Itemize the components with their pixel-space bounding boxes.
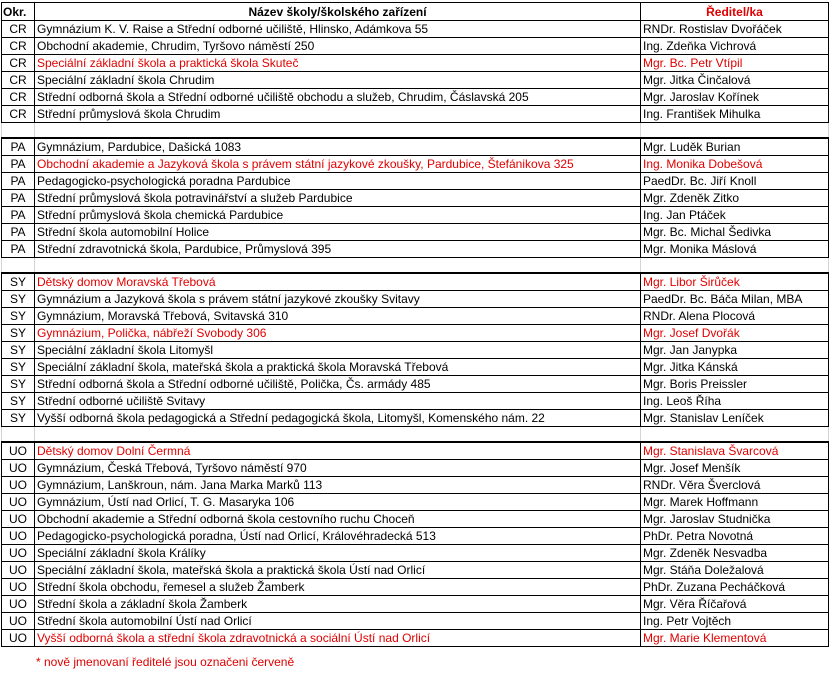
- table-row: [2, 460, 829, 477]
- director-cell: Mgr. Jitka Kánská: [641, 359, 829, 376]
- group-separator-row: [2, 258, 829, 274]
- director-cell: Ing. Leoš Říha: [641, 393, 829, 410]
- school-name-cell: Gymnázium, Lanškroun, nám. Jana Marka Marků 113: [35, 477, 641, 494]
- table-row: [2, 562, 829, 579]
- director-cell: Mgr. Boris Preissler: [641, 376, 829, 393]
- table-row: [2, 106, 829, 123]
- empty-cell: [2, 258, 35, 274]
- header-school-name: Název školy/školského zařízení: [35, 3, 641, 21]
- district-cell: SY: [2, 359, 35, 376]
- director-cell: Mgr. Bc. Petr Vtípil: [641, 55, 829, 72]
- school-name-cell: Střední zdravotnická škola, Pardubice, Průmyslová 395: [35, 241, 641, 258]
- district-cell: PA: [2, 224, 35, 241]
- district-cell: PA: [2, 241, 35, 258]
- district-cell: PA: [2, 156, 35, 173]
- school-name-cell: Dětský domov Dolní Čermná: [35, 442, 641, 460]
- director-cell: Mgr. Jan Janypka: [641, 342, 829, 359]
- school-name-cell: Speciální základní škola Litomyšl: [35, 342, 641, 359]
- table-row: [2, 173, 829, 190]
- header-row: [2, 3, 829, 21]
- director-cell: Mgr. Věra Říčařová: [641, 596, 829, 613]
- table-row: [2, 342, 829, 359]
- table-row: [2, 207, 829, 224]
- table-row: [2, 359, 829, 376]
- district-cell: UO: [2, 579, 35, 596]
- school-name-cell: Střední škola a základní škola Žamberk: [35, 596, 641, 613]
- director-cell: RNDr. Věra Šverclová: [641, 477, 829, 494]
- district-cell: UO: [2, 545, 35, 562]
- school-name-cell: Gymnázium K. V. Raise a Střední odborné učiliště, Hlinsko, Adámkova 55: [35, 21, 641, 38]
- school-name-cell: Pedagogicko-psychologická poradna Pardubice: [35, 173, 641, 190]
- table-row: [2, 630, 829, 647]
- director-cell: PaedDr. Bc. Báča Milan, MBA: [641, 291, 829, 308]
- table-row: [2, 477, 829, 494]
- empty-cell: [641, 258, 829, 274]
- table-row: [2, 545, 829, 562]
- table-row: [2, 38, 829, 55]
- district-cell: CR: [2, 89, 35, 106]
- school-name-cell: Gymnázium a Jazyková škola s právem státní jazykové zkoušky Svitavy: [35, 291, 641, 308]
- district-cell: PA: [2, 207, 35, 224]
- school-name-cell: Gymnázium, Polička, nábřeží Svobody 306: [35, 325, 641, 342]
- district-cell: UO: [2, 596, 35, 613]
- district-cell: UO: [2, 613, 35, 630]
- empty-cell: [2, 427, 35, 443]
- director-cell: Mgr. Stanislava Švarcová: [641, 442, 829, 460]
- district-cell: UO: [2, 477, 35, 494]
- school-name-cell: Střední průmyslová škola potravinářství a služeb Pardubice: [35, 190, 641, 207]
- table-row: [2, 579, 829, 596]
- header-okr: Okr.: [2, 3, 35, 21]
- director-cell: Mgr. Luděk Burian: [641, 138, 829, 156]
- district-cell: CR: [2, 38, 35, 55]
- group-separator-row: [2, 427, 829, 443]
- school-name-cell: Vyšší odborná škola a střední škola zdravotnická a sociální Ústí nad Orlicí: [35, 630, 641, 647]
- director-cell: Ing. František Mihulka: [641, 106, 829, 123]
- director-cell: Mgr. Zdeněk Zitko: [641, 190, 829, 207]
- school-name-cell: Pedagogicko-psychologická poradna, Ústí nad Orlicí, Královéhradecká 513: [35, 528, 641, 545]
- director-cell: Mgr. Jitka Činčalová: [641, 72, 829, 89]
- school-name-cell: Střední odborné učiliště Svitavy: [35, 393, 641, 410]
- district-cell: SY: [2, 410, 35, 427]
- director-cell: Mgr. Stanislav Leníček: [641, 410, 829, 427]
- table-row: [2, 72, 829, 89]
- school-name-cell: Střední odborná škola a Střední odborné učiliště obchodu a služeb, Chrudim, Čáslavská 205: [35, 89, 641, 106]
- table-row: [2, 410, 829, 427]
- table-row: [2, 613, 829, 630]
- school-name-cell: Střední škola automobilní Holice: [35, 224, 641, 241]
- table-row: [2, 528, 829, 545]
- district-cell: UO: [2, 460, 35, 477]
- school-name-cell: Střední škola obchodu, řemesel a služeb Žamberk: [35, 579, 641, 596]
- director-cell: Ing. Zdeňka Vichrová: [641, 38, 829, 55]
- empty-cell: [35, 427, 641, 443]
- table-row: [2, 224, 829, 241]
- district-cell: UO: [2, 528, 35, 545]
- school-name-cell: Speciální základní škola, mateřská škola a praktická škola Moravská Třebová: [35, 359, 641, 376]
- school-name-cell: Gymnázium, Česká Třebová, Tyršovo náměstí 970: [35, 460, 641, 477]
- district-cell: PA: [2, 173, 35, 190]
- table-row: [2, 55, 829, 72]
- district-cell: CR: [2, 72, 35, 89]
- district-cell: SY: [2, 273, 35, 291]
- school-name-cell: Střední škola automobilní Ústí nad Orlicí: [35, 613, 641, 630]
- school-name-cell: Speciální základní škola a praktická škola Skuteč: [35, 55, 641, 72]
- group-separator-row: [2, 123, 829, 139]
- school-name-cell: Gymnázium, Moravská Třebová, Svitavská 310: [35, 308, 641, 325]
- directors-table: [1, 2, 829, 647]
- district-cell: CR: [2, 106, 35, 123]
- table-row: [2, 156, 829, 173]
- table-row: [2, 21, 829, 38]
- school-name-cell: Speciální základní škola Králíky: [35, 545, 641, 562]
- director-cell: RNDr. Rostislav Dvořáček: [641, 21, 829, 38]
- table-row: [2, 494, 829, 511]
- empty-cell: [641, 427, 829, 443]
- district-cell: SY: [2, 342, 35, 359]
- director-cell: Mgr. Jaroslav Kořínek: [641, 89, 829, 106]
- table-row: [2, 308, 829, 325]
- director-cell: Mgr. Zdeněk Nesvadba: [641, 545, 829, 562]
- district-cell: SY: [2, 291, 35, 308]
- district-cell: UO: [2, 494, 35, 511]
- table-row: [2, 393, 829, 410]
- director-cell: Ing. Monika Dobešová: [641, 156, 829, 173]
- director-cell: PhDr. Petra Novotná: [641, 528, 829, 545]
- table-row: [2, 511, 829, 528]
- district-cell: UO: [2, 511, 35, 528]
- district-cell: SY: [2, 393, 35, 410]
- table-row: [2, 273, 829, 291]
- table-row: [2, 442, 829, 460]
- table-row: [2, 190, 829, 207]
- district-cell: UO: [2, 562, 35, 579]
- empty-cell: [35, 123, 641, 139]
- director-cell: Mgr. Josef Dvořák: [641, 325, 829, 342]
- director-cell: Mgr. Libor Širůček: [641, 273, 829, 291]
- district-cell: UO: [2, 442, 35, 460]
- district-cell: UO: [2, 630, 35, 647]
- district-cell: CR: [2, 21, 35, 38]
- director-cell: Ing. Jan Ptáček: [641, 207, 829, 224]
- table-body: [2, 21, 829, 647]
- school-name-cell: Obchodní akademie a Střední odborná škola cestovního ruchu Choceň: [35, 511, 641, 528]
- director-cell: Mgr. Marie Klementová: [641, 630, 829, 647]
- district-cell: SY: [2, 376, 35, 393]
- table-row: [2, 138, 829, 156]
- director-cell: Mgr. Jaroslav Studnička: [641, 511, 829, 528]
- header-director: Ředitel/ka: [641, 3, 829, 21]
- table-row: [2, 89, 829, 106]
- school-name-cell: Vyšší odborná škola pedagogická a Střední pedagogická škola, Litomyšl, Komenského nám. 22: [35, 410, 641, 427]
- director-cell: Mgr. Bc. Michal Šedivka: [641, 224, 829, 241]
- school-name-cell: Obchodní akademie a Jazyková škola s právem státní jazykové zkoušky, Pardubice, Štefánikova 325: [35, 156, 641, 173]
- director-cell: Mgr. Marek Hoffmann: [641, 494, 829, 511]
- district-cell: PA: [2, 190, 35, 207]
- table-row: [2, 241, 829, 258]
- director-cell: Mgr. Stáňa Doležalová: [641, 562, 829, 579]
- school-name-cell: Dětský domov Moravská Třebová: [35, 273, 641, 291]
- school-name-cell: Speciální základní škola Chrudim: [35, 72, 641, 89]
- school-name-cell: Obchodní akademie, Chrudim, Tyršovo náměstí 250: [35, 38, 641, 55]
- school-name-cell: Speciální základní škola, mateřská škola a praktická škola Ústí nad Orlicí: [35, 562, 641, 579]
- table-row: [2, 325, 829, 342]
- empty-cell: [2, 123, 35, 139]
- table-row: [2, 291, 829, 308]
- school-name-cell: Gymnázium, Pardubice, Dašická 1083: [35, 138, 641, 156]
- empty-cell: [641, 123, 829, 139]
- table-row: [2, 376, 829, 393]
- district-cell: CR: [2, 55, 35, 72]
- district-cell: PA: [2, 138, 35, 156]
- district-cell: SY: [2, 308, 35, 325]
- director-cell: PaedDr. Bc. Jiří Knoll: [641, 173, 829, 190]
- school-name-cell: Střední průmyslová škola Chrudim: [35, 106, 641, 123]
- director-cell: RNDr. Alena Plocová: [641, 308, 829, 325]
- director-cell: Ing. Petr Vojtěch: [641, 613, 829, 630]
- table-row: [2, 596, 829, 613]
- director-cell: PhDr. Zuzana Pecháčková: [641, 579, 829, 596]
- district-cell: SY: [2, 325, 35, 342]
- school-name-cell: Gymnázium, Ústí nad Orlicí, T. G. Masaryka 106: [35, 494, 641, 511]
- school-name-cell: Střední odborná škola a Střední odborné učiliště, Polička, Čs. armády 485: [35, 376, 641, 393]
- empty-cell: [35, 258, 641, 274]
- school-name-cell: Střední průmyslová škola chemická Pardubice: [35, 207, 641, 224]
- director-cell: Mgr. Josef Menšík: [641, 460, 829, 477]
- director-cell: Mgr. Monika Máslová: [641, 241, 829, 258]
- footnote: * nově jmenovaní ředitelé jsou označeni červeně: [36, 655, 295, 669]
